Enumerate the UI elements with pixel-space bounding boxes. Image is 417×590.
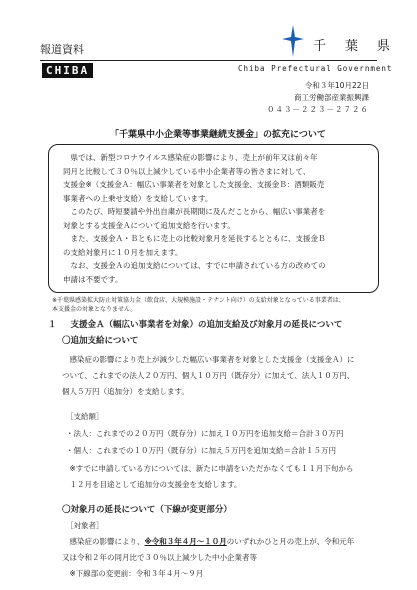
target-change-note: ※下線部の変更前：令和３年４月～９月 [62,569,204,578]
footnote-line: 本支援金の対象となりません。 [52,306,137,313]
footnote [52,296,345,314]
section-number: １ [48,320,57,330]
target-text-post: のいずれかひと月の売上が、令和元年 [226,537,355,546]
paragraph-line: ついて、これまでの法人２０万円、個人１０万円（既存分）に加えて、法人１０万円、 [62,371,355,380]
press-label: 報道資料 [40,43,84,56]
prefecture-name: 千 葉 県 [313,39,394,54]
summary-line: の支給対象月に１０月を加えます。 [63,247,183,257]
amount-corporation: ・法人：これまでの２０万円（既存分）に加え１０万円を追加支給＝合計３０万円 [66,429,344,438]
summary-line: 申請は不要です。 [63,274,123,284]
amount-label: ［支給額］ [66,412,104,421]
note-line: ※すでに申請している方については、新たに申請をいただかなくても１１月下旬から [62,464,354,473]
paragraph-line: 感染症の影響により売上が減少した幅広い事業者を対象とした支援金（支援金Ａ）に [62,355,355,364]
prefecture-english-name: Chiba Prefectural Government [238,64,393,73]
summary-box [48,144,379,293]
department: 商工労働部産業振興課 [294,93,369,102]
target-text [62,534,387,582]
target-line: 又は令和２年の同月比で３０％以上減少した中小企業者等 [62,553,257,562]
release-date: 令和３年10月22日 [304,81,369,90]
summary-line: なお、支援金Ａの追加支給については、すでに申請されている方の改めての [63,261,326,270]
summary-line: また、支援金Ａ・Ｂともに売上の比較対象月を延長するとともに、支援金Ｂ [63,234,326,243]
summary-line: 県では、新型コロナウイルス感染症の影響により、売上が前年又は前々年 [63,153,318,162]
additional-payment-text [62,352,382,400]
existing-applicant-note [62,461,353,493]
prefecture-emblem-icon [282,25,304,57]
target-line [62,534,387,550]
amount-individual: ・個人：これまでの１０万円（既存分）に加え５万円を追加支給＝合計１５万円 [66,446,336,455]
summary-line: 事業者への上乗せ支給）を支給しています。 [63,193,213,203]
paragraph-line: 個人５万円（追加分）を支給します。 [62,387,189,396]
amount-list [66,425,344,459]
additional-payment-heading: 〇追加支給について [62,336,139,346]
document-title: 「千葉県中小企業等事業継続支援金」の拡充について [110,130,326,140]
target-text-pre: 感染症の影響により、 [62,537,145,546]
section-title: 支援金Ａ（幅広い事業者を対象）の追加支給及び対象月の延長について [70,320,343,330]
summary-line: 支援金※（支援金Ａ：幅広い事業者を対象とした支援金、支援金Ｂ：酒類販売 [63,180,325,189]
target-label: ［対象者］ [66,521,104,530]
footnote-line: ※千葉県感染拡大防止対策協力金（飲食店、大規模施設・テナント向け）の支給対象となっている事業者は、 [52,297,345,304]
section-1-heading [48,318,342,330]
phone-number: ０４３－２２３－２７２６ [267,105,369,114]
summary-line: 対象とする支援金Ａについて追加支給を行います。 [63,220,235,230]
target-month-extension-heading: 〇対象月の延長について（下線が変更部分） [62,505,232,515]
note-line: １２月を目途として追加分の支援金を支給します。 [62,480,242,489]
chiba-logo: CHIBA [42,63,93,78]
header-rule [40,60,377,61]
target-months-underlined: ※令和３年４月～１０月 [144,537,227,546]
summary-line: 同月と比較して３０％以上減少している中小企業者等の皆さまに対して、 [63,166,311,176]
summary-line: このたび、時短要請や外出自粛が長期間に及んだことから、幅広い事業者を [63,207,326,216]
contact-block [209,80,369,116]
